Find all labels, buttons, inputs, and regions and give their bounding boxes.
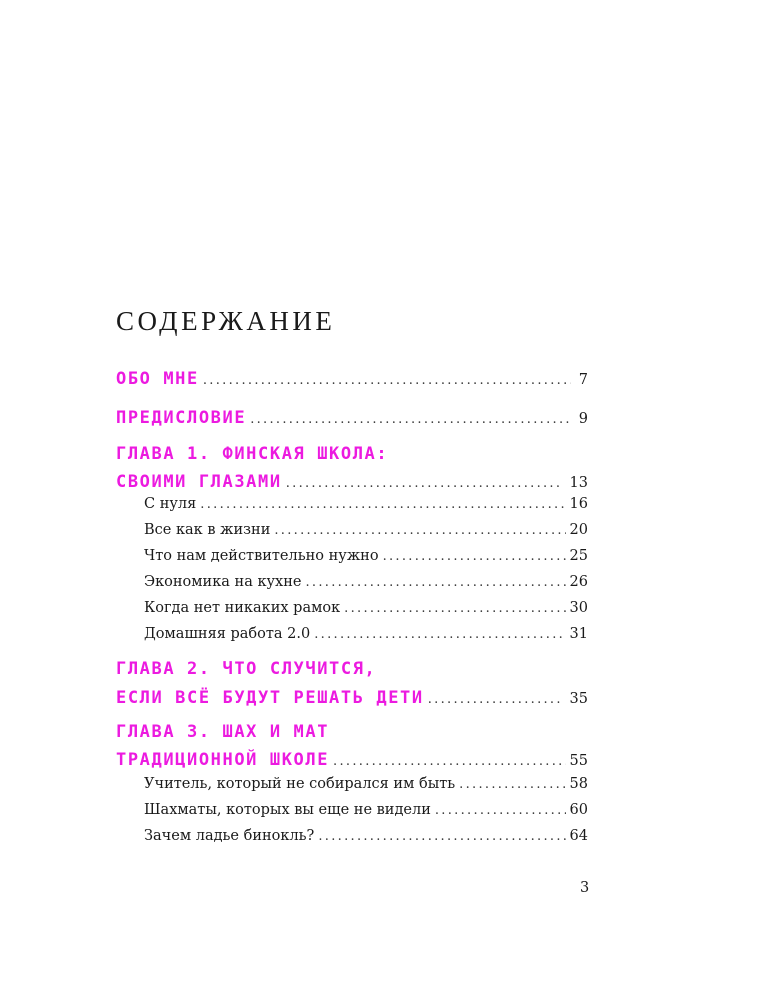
- toc-section-kitchen-economics[interactable]: [144, 574, 588, 598]
- dot-leader: [428, 692, 562, 707]
- chapter-2-title-line2: ЕСЛИ ВСЁ БУДУТ РЕШАТЬ ДЕТИ: [116, 688, 424, 708]
- toc-page-number: 35: [569, 691, 588, 707]
- toc-section-title: Домашняя работа 2.0: [144, 626, 311, 642]
- toc-section-title: Зачем ладье бинокль?: [144, 828, 315, 844]
- toc-page-number: 9: [578, 411, 588, 427]
- dot-leader: [250, 412, 571, 427]
- dot-leader: [200, 497, 565, 512]
- toc-section-rook-binoculars[interactable]: [144, 828, 588, 852]
- toc-page-number: 60: [569, 802, 588, 818]
- toc-section-like-in-life[interactable]: [144, 522, 588, 546]
- toc-page-number: 55: [569, 753, 588, 769]
- toc-entry-chapter-3[interactable]: [116, 750, 588, 774]
- toc-section-title: Что нам действительно нужно: [144, 548, 379, 564]
- dot-leader: [274, 523, 565, 538]
- toc-section-title: Когда нет никаких рамок: [144, 600, 341, 616]
- toc-page-number: 31: [569, 626, 588, 642]
- dot-leader: [383, 549, 566, 564]
- toc-section-title: Учитель, который не собирался им быть: [144, 776, 456, 792]
- toc-page-number: 26: [569, 574, 588, 590]
- toc-section-chess[interactable]: [144, 802, 588, 826]
- dot-leader: [305, 575, 565, 590]
- toc-page-number: 16: [569, 496, 588, 512]
- toc-page-number: 30: [569, 600, 588, 616]
- toc-page-number: 13: [569, 475, 588, 491]
- dot-leader: [333, 754, 566, 769]
- page-title: СОДЕРЖАНИЕ: [116, 306, 336, 336]
- dot-leader: [318, 829, 565, 844]
- chapter-3-title-line2: ТРАДИЦИОННОЙ ШКОЛЕ: [116, 750, 330, 770]
- toc-section-from-scratch[interactable]: [144, 496, 588, 520]
- dot-leader: [459, 777, 565, 792]
- chapter-3-title-line1[interactable]: ГЛАВА 3. ШАХ И МАТ: [116, 722, 330, 742]
- dot-leader: [286, 476, 562, 491]
- toc-entry-about[interactable]: [116, 369, 588, 393]
- toc-section-what-we-need[interactable]: [144, 548, 588, 572]
- toc-page-number: 64: [569, 828, 588, 844]
- toc-entry-preface[interactable]: [116, 408, 588, 432]
- toc-page-number: 7: [578, 372, 588, 388]
- toc-page-number: 25: [569, 548, 588, 564]
- toc-page-number: 20: [569, 522, 588, 538]
- toc-entry-chapter-2[interactable]: [116, 688, 588, 712]
- toc-entry-title: ОБО МНЕ: [116, 369, 199, 389]
- chapter-1-title-line2: СВОИМИ ГЛАЗАМИ: [116, 472, 282, 492]
- toc-section-title: С нуля: [144, 496, 197, 512]
- dot-leader: [435, 803, 566, 818]
- dot-leader: [203, 373, 571, 388]
- dot-leader: [314, 627, 565, 642]
- toc-entry-title: ПРЕДИСЛОВИЕ: [116, 408, 247, 428]
- toc-entry-chapter-1[interactable]: [116, 472, 588, 496]
- toc-section-title: Все как в жизни: [144, 522, 271, 538]
- toc-section-homework[interactable]: [144, 626, 588, 650]
- toc-section-teacher[interactable]: [144, 776, 588, 800]
- page-folio: 3: [580, 880, 590, 896]
- chapter-1-title-line1[interactable]: ГЛАВА 1. ФИНСКАЯ ШКОЛА:: [116, 444, 389, 464]
- chapter-2-title-line1[interactable]: ГЛАВА 2. ЧТО СЛУЧИТСЯ,: [116, 659, 377, 679]
- toc-section-no-frames[interactable]: [144, 600, 588, 624]
- dot-leader: [344, 601, 565, 616]
- toc-page-number: 58: [569, 776, 588, 792]
- toc-section-title: Экономика на кухне: [144, 574, 302, 590]
- toc-section-title: Шахматы, которых вы еще не видели: [144, 802, 431, 818]
